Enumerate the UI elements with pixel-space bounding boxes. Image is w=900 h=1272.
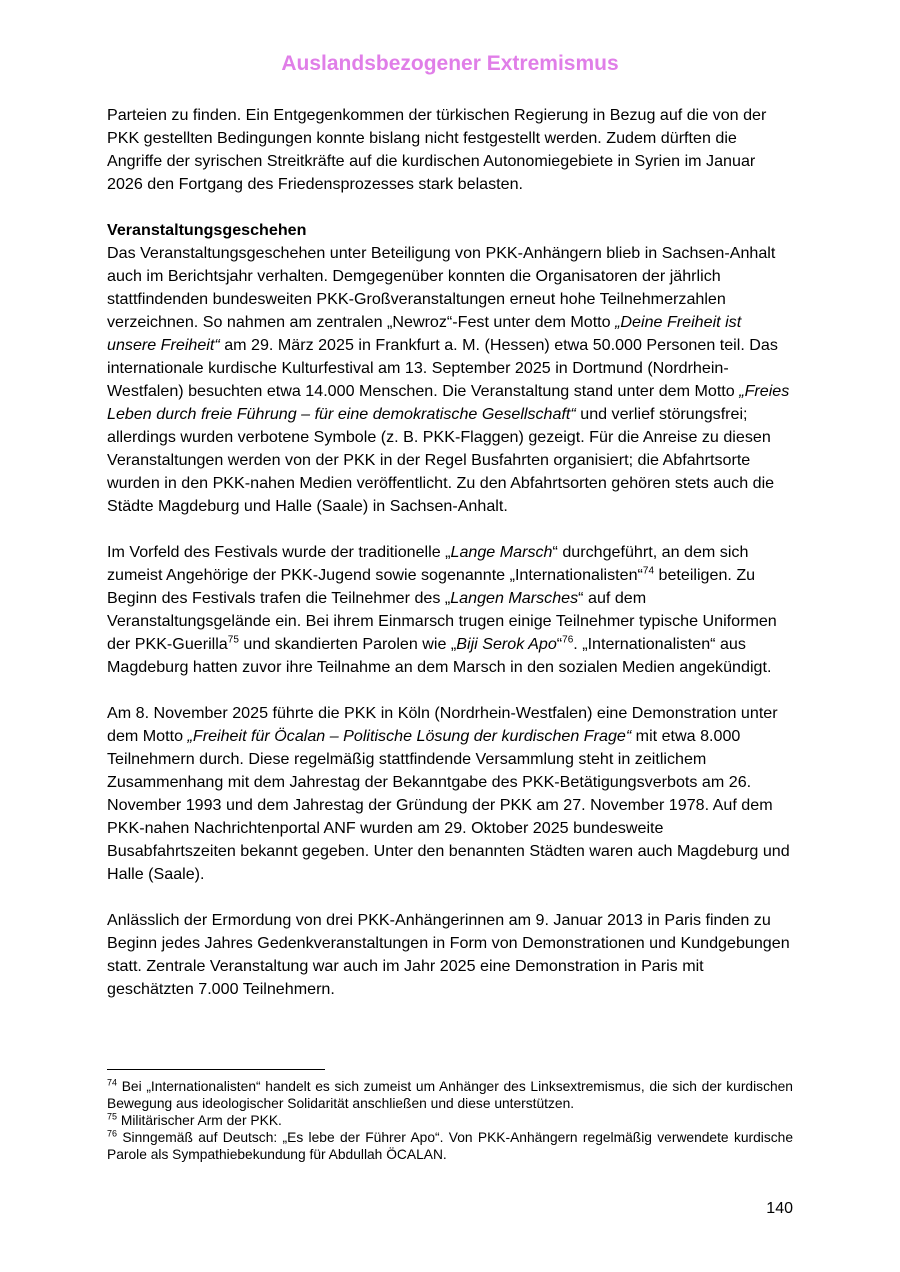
text-run: “ durchgeführt, an dem sich zumeist Angehörige der PKK-Jugend sowie sogenannte „Internationalisten“	[107, 543, 749, 584]
text-run: “	[556, 635, 563, 653]
text-run: Am 8. November 2025 führte die PKK in Köln (Nordrhein-Westfalen) eine Demonstration unter dem Motto	[107, 704, 778, 745]
footnote-divider	[107, 1069, 325, 1070]
paragraph-cologne-demo	[107, 702, 793, 886]
footnote-75	[107, 1112, 793, 1129]
footnote-ref-75[interactable]: 75	[227, 634, 239, 646]
paragraph-paris: Anlässlich der Ermordung von drei PKK-Anhängerinnen am 9. Januar 2013 in Paris finden zu Beginn jedes Jahres Gedenkveranstaltungen in Form von Demonstrationen und Kundgebungen statt. Zentrale Veranstaltung war auch im Jahr 2025 eine Demonstration in Paris mit geschätzten 7.000 Teilnehmern.	[107, 911, 790, 998]
text-run: mit etwa 8.000 Teilnehmern durch. Diese regelmäßig stattfindende Versammlung steht in zeitlichem Zusammenhang mit dem Jahrestag der Bekanntgabe des PKK-Betätigungsverbots am 26. November 1993 und dem Jahrestag der Gründung der PKK am 27. November 1978. Auf dem PKK-nahen Nachrichtenportal ANF wurden am 29. Oktober 2025 bundesweite Busabfahrtszeiten bekannt gegeben. Unter den benannten Städten waren auch Magdeburg und Halle (Saale).	[107, 727, 790, 883]
paragraph-intro: Parteien zu finden. Ein Entgegenkommen der türkischen Regierung in Bezug auf die von der PKK gestellten Bedingungen konnte bislang nicht festgestellt werden. Zudem dürften die Angriffe der syrischen Streitkräfte auf die kurdischen Autonomiegebiete in Syrien im Januar 2026 den Fortgang des Friedensprozesses stark belasten.	[107, 106, 767, 193]
italic-term: Langen Marsches	[450, 589, 579, 607]
paragraph-events	[107, 242, 793, 518]
text-run: . „Internationalisten“ aus Magdeburg hatten zuvor ihre Teilnahme an dem Marsch in den sozialen Medien angekündigt.	[107, 635, 772, 676]
text-run: “ auf dem Veranstaltungsgelände ein. Bei ihrem Einmarsch trugen einige Teilnehmer typische Uniformen der PKK-Guerilla	[107, 589, 777, 653]
footnote-ref-76[interactable]: 76	[562, 634, 574, 646]
text-run: am 29. März 2025 in Frankfurt a. M. (Hessen) etwa 50.000 Personen teil. Das internationale kurdische Kulturfestival am 13. September 2025 in Dortmund (Nordrhein-Westfalen) besuchten etwa 14.000 Menschen. Die Veranstaltung stand unter dem Motto	[107, 336, 778, 400]
footnote-number: 74	[107, 1077, 118, 1088]
italic-term: Lange Marsch	[450, 543, 553, 561]
footnote-number: 75	[107, 1111, 118, 1122]
text-run: Das Veranstaltungsgeschehen unter Beteiligung von PKK-Anhängern blieb in Sachsen-Anhalt auch im Berichtsjahr verhalten. Demgegenüber konnten die Organisatoren der jährlich stattfindenden bundesweiten PKK-Großveranstaltungen erneut hohe Teilnehmerzahlen verzeichnen. So nahmen am zentralen „Newroz“-Fest unter dem Motto	[107, 244, 776, 331]
footnote-76	[107, 1129, 793, 1163]
text-run: und verlief störungsfrei; allerdings wurden verbotene Symbole (z. B. PKK-Flaggen) gezeigt. Für die Anreise zu diesen Veranstaltungen werden von der PKK in der Regel Busfahrten organisiert; die Abfahrtsorte wurden in den PKK-nahen Medien veröffentlicht. Zu den Abfahrtsorten gehören stets auch die Städte Magdeburg und Halle (Saale) in Sachsen-Anhalt.	[107, 405, 775, 515]
text-run: Im Vorfeld des Festivals wurde der traditionelle „	[107, 543, 451, 561]
page-number: 140	[766, 1200, 793, 1217]
footnote-text: Sinngemäß auf Deutsch: „Es lebe der Führer Apo“. Von PKK-Anhängern regelmäßig verwendete kurdische Parole als Sympathiebekundung für Abdullah ÖCALAN.	[107, 1130, 793, 1162]
italic-term: Biji Serok Apo	[456, 635, 557, 653]
text-run: und skandierten Parolen wie „	[238, 635, 457, 653]
footnotes	[107, 1078, 793, 1163]
footnote-text: Bei „Internationalisten“ handelt es sich zumeist um Anhänger des Linksextremismus, die sich der kurdischen Bewegung aus ideologischer Solidarität anschließen und diese unterstützen.	[107, 1079, 793, 1111]
text-run: beteiligen. Zu Beginn des Festivals trafen die Teilnehmer des „	[107, 566, 756, 607]
page-header-title: Auslandsbezogener Extremismus	[281, 52, 619, 75]
main-text	[107, 104, 793, 1024]
motto-quote: „Freies Leben durch freie Führung – für eine demokratische Gesellschaft“	[107, 382, 790, 423]
motto-quote: „Freiheit für Öcalan – Politische Lösung der kurdischen Frage“	[187, 727, 632, 745]
footnote-74	[107, 1078, 793, 1112]
section-heading: Veranstaltungsgeschehen	[107, 221, 307, 239]
footnote-number: 76	[107, 1128, 118, 1139]
footnote-text: Militärischer Arm der PKK.	[117, 1113, 282, 1128]
paragraph-long-march	[107, 541, 793, 679]
motto-quote: „Deine Freiheit ist unsere Freiheit“	[107, 313, 742, 354]
footnote-ref-74[interactable]: 74	[642, 565, 655, 577]
